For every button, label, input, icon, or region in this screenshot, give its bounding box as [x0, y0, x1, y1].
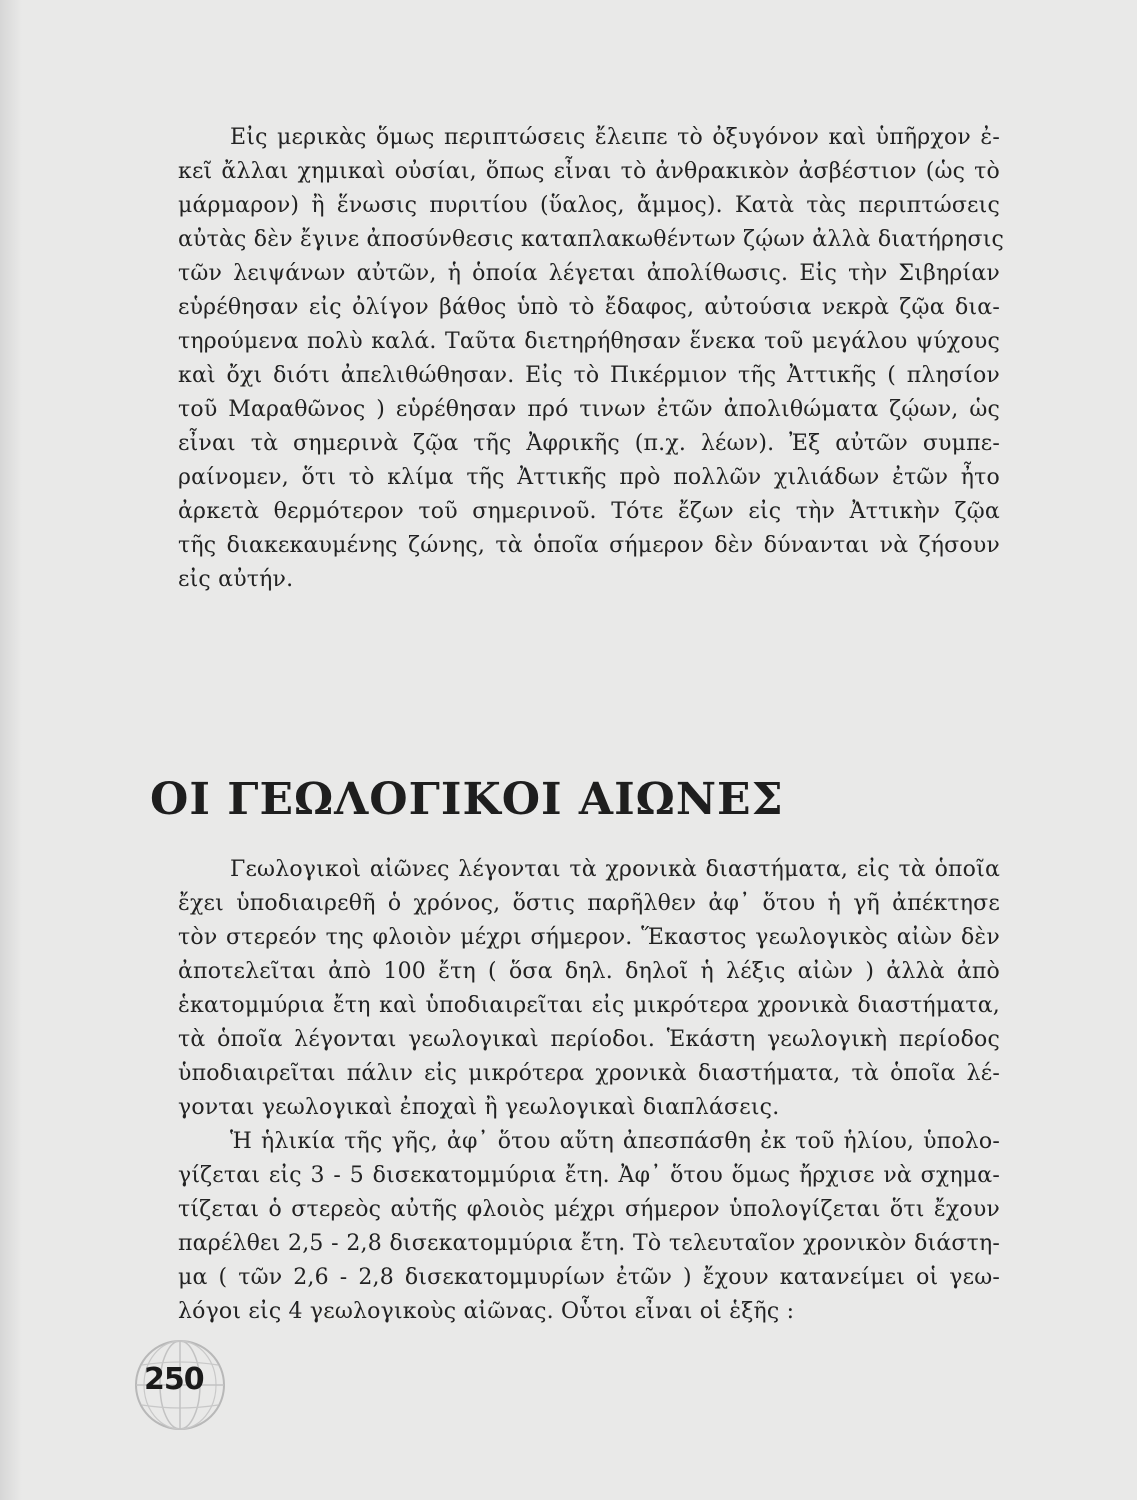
text-line: γονται γεωλογικαὶ ἐποχαὶ ἢ γεωλογικαὶ διαπλάσεις.: [178, 1095, 780, 1120]
text-line: κεῖ ἄλλαι χημικαὶ οὐσίαι, ὅπως εἶναι τὸ ἀνθρακικὸν ἀσβέστιον (ὡς τὸ: [178, 159, 1000, 184]
text-line: αὐτὰς δὲν ἔγινε ἀποσύνθεσις καταπλακωθέντων ζῴων ἀλλὰ διατήρησις: [178, 227, 1005, 252]
text-line: παρέλθει 2,5 - 2,8 δισεκατομμύρια ἔτη. Τὸ τελευταῖον χρονικὸν διάστη-: [178, 1231, 1000, 1256]
text-line: ἀποτελεῖται ἀπὸ 100 ἔτη ( ὅσα δηλ. δηλοῖ ἡ λέξις αἰὼν ) ἀλλὰ ἀπὸ: [178, 959, 1000, 984]
text-line: μα ( τῶν 2,6 - 2,8 δισεκατομμυρίων ἐτῶν ) ἔχουν κατανείμει οἱ γεω-: [178, 1265, 1000, 1290]
paragraph-fossils: [178, 121, 1005, 597]
text-line: μάρμαρον) ἢ ἕνωσις πυριτίου (ὕαλος, ἄμμος). Κατὰ τὰς περιπτώσεις: [178, 193, 1000, 218]
text-line: εἰς αὐτήν.: [178, 567, 294, 592]
text-line: τοῦ Μαραθῶνος ) εὑρέθησαν πρό τινων ἐτῶν ἀπολιθώματα ζῴων, ὡς: [178, 397, 1000, 422]
text-line: τῶν λειψάνων αὐτῶν, ἡ ὁποία λέγεται ἀπολίθωσις. Εἰς τὴν Σιβηρίαν: [178, 261, 1000, 286]
text-line: Εἰς μερικὰς ὅμως περιπτώσεις ἔλειπε τὸ ὀξυγόνον καὶ ὑπῆρχον ἐ-: [230, 125, 1000, 150]
text-line: τὰ ὁποῖα λέγονται γεωλογικαὶ περίοδοι. Ἑκάστη γεωλογικὴ περίοδος: [178, 1027, 1000, 1052]
text-line: ἀρκετὰ θερμότερον τοῦ σημερινοῦ. Τότε ἔζων εἰς τὴν Ἀττικὴν ζῷα: [178, 499, 1000, 524]
text-line: τὸν στερεόν της φλοιὸν μέχρι σήμερον. Ἕκαστος γεωλογικὸς αἰὼν δὲν: [178, 925, 1000, 950]
text-line: ἔχει ὑποδιαιρεθῆ ὁ χρόνος, ὅστις παρῆλθεν ἀφ᾽ ὅτου ἡ γῆ ἀπέκτησε: [178, 891, 1000, 916]
text-line: τηρούμενα πολὺ καλά. Ταῦτα διετηρήθησαν ἕνεκα τοῦ μεγάλου ψύχους: [178, 329, 1000, 354]
paragraph-geological-eons: [178, 853, 1000, 1329]
text-line: Ἡ ἡλικία τῆς γῆς, ἀφ᾽ ὅτου αὕτη ἀπεσπάσθη ἐκ τοῦ ἡλίου, ὑπολο-: [230, 1129, 1000, 1154]
page-number: 250: [144, 1362, 204, 1397]
text-line: τίζεται ὁ στερεὸς αὐτῆς φλοιὸς μέχρι σήμερον ὑπολογίζεται ὅτι ἔχουν: [178, 1197, 1000, 1222]
text-line: ἑκατομμύρια ἔτη καὶ ὑποδιαιρεῖται εἰς μικρότερα χρονικὰ διαστήματα,: [178, 993, 1000, 1018]
text-line: εὑρέθησαν εἰς ὀλίγον βάθος ὑπὸ τὸ ἔδαφος, αὐτούσια νεκρὰ ζῷα δια-: [178, 295, 1000, 320]
text-line: εἶναι τὰ σημερινὰ ζῷα τῆς Ἀφρικῆς (π.χ. λέων). Ἐξ αὐτῶν συμπε-: [178, 431, 1000, 456]
text-line: καὶ ὄχι διότι ἀπελιθώθησαν. Εἰς τὸ Πικέρμιον τῆς Ἀττικῆς ( πλησίον: [178, 363, 1000, 388]
page-binding-shadow: [0, 0, 22, 1500]
text-line: ραίνομεν, ὅτι τὸ κλίμα τῆς Ἀττικῆς πρὸ πολλῶν χιλιάδων ἐτῶν ἦτο: [178, 465, 1000, 490]
section-heading: ΟΙ ΓΕΩΛΟΓΙΚΟΙ ΑΙΩΝΕΣ: [150, 774, 784, 826]
text-line: Γεωλογικοὶ αἰῶνες λέγονται τὰ χρονικὰ διαστήματα, εἰς τὰ ὁποῖα: [230, 857, 1000, 882]
text-line: τῆς διακεκαυμένης ζώνης, τὰ ὁποῖα σήμερον δὲν δύνανται νὰ ζήσουν: [178, 533, 1000, 558]
page-number-badge: [130, 1335, 230, 1435]
text-line: λόγοι εἰς 4 γεωλογικοὺς αἰῶνας. Οὗτοι εἶναι οἱ ἑξῆς :: [178, 1299, 795, 1324]
text-line: γίζεται εἰς 3 - 5 δισεκατομμύρια ἔτη. Ἀφ᾽ ὅτου ὅμως ἤρχισε νὰ σχημα-: [178, 1163, 1000, 1188]
text-line: ὑποδιαιρεῖται πάλιν εἰς μικρότερα χρονικὰ διαστήματα, τὰ ὁποῖα λέ-: [178, 1061, 1000, 1086]
